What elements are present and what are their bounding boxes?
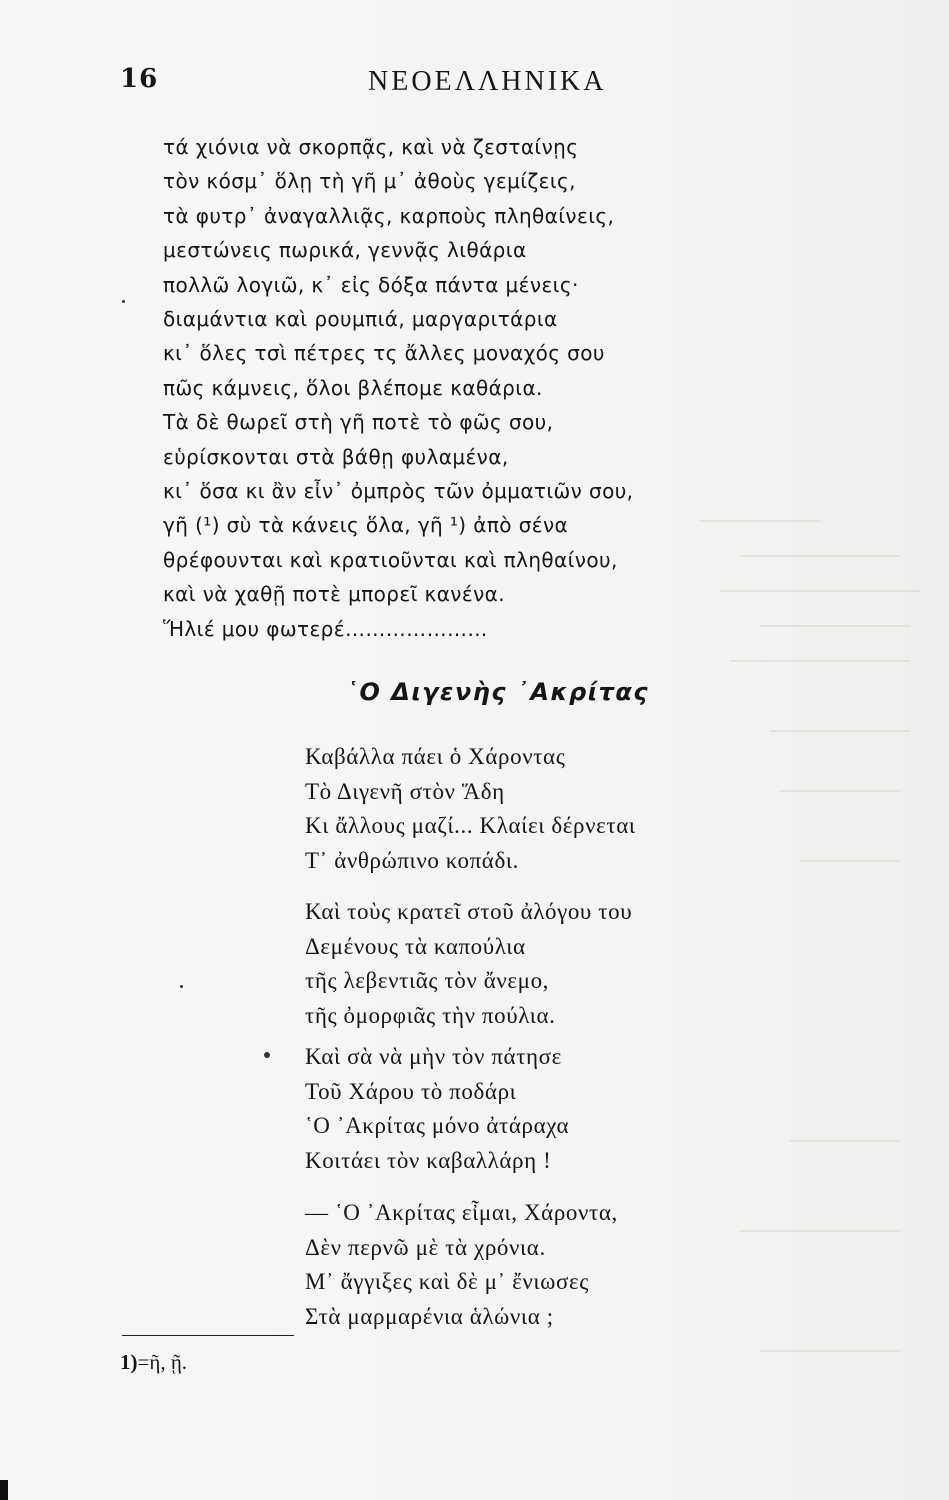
prose-passage	[163, 130, 723, 646]
footnote-text: =ῆ, ῇ.	[137, 1350, 188, 1374]
bleed-through-mark	[740, 555, 900, 557]
verse-line: Κι ἄλλους μαζί... Κλαίει δέρνεται	[305, 813, 636, 838]
ink-speck	[122, 300, 125, 303]
prose-line: κι᾽ ὅλες τσὶ πέτρες τς ἄλλες μοναχός σου	[163, 341, 605, 366]
prose-line: θρέφουνται καὶ κρατιοῦνται καὶ πληθαίνου,	[163, 547, 618, 572]
page-number: 16	[120, 64, 159, 94]
footnote-marker: 1)	[120, 1350, 138, 1374]
poem-stanza-1	[305, 740, 725, 878]
bleed-through-mark	[790, 1140, 900, 1142]
prose-line: τὰ φυτρ᾽ ἀναγαλλιᾷς, καρποὺς πληθαίνεις,	[163, 203, 615, 228]
bleed-through-mark	[780, 790, 900, 792]
ink-speck	[180, 985, 183, 988]
bleed-through-mark	[740, 1230, 900, 1232]
verse-line: Δὲν περνῶ μὲ τὰ χρόνια.	[305, 1234, 546, 1260]
verse-line: Καὶ σὰ νὰ μὴν τὸν πάτησε	[305, 1044, 562, 1069]
verse-line: τῆς ὀμορφιᾶς τὴν πούλια.	[305, 1002, 556, 1028]
verse-line: — ῾Ο ᾿Ακρίτας εἶμαι, Χάροντα,	[305, 1200, 618, 1225]
poem-stanza-2	[305, 895, 725, 1033]
ink-speck	[264, 1052, 270, 1058]
prose-line: τά χιόνια νὰ σκορπᾷς, καὶ νὰ ζεσταίνῃς	[163, 135, 579, 159]
verse-line: Μ᾽ ἄγγιξες καὶ δὲ μ᾽ ἔνιωσες	[305, 1269, 589, 1294]
bleed-through-mark	[720, 590, 920, 592]
page-header	[0, 64, 949, 104]
prose-line: μεστώνεις πωρικά, γεννᾷς λιθάρια	[163, 238, 527, 263]
verse-line: Καὶ τοὺς κρατεῖ στοῦ ἀλόγου του	[305, 899, 633, 924]
verse-line: Καβάλλα πάει ὁ Χάροντας	[305, 744, 566, 769]
scan-edge-mark	[0, 1480, 8, 1500]
bleed-through-mark	[770, 730, 910, 732]
poem-title: ῾Ο Διγενὴς ᾿Ακρίτας	[346, 678, 650, 706]
verse-line: Κοιτάει τὸν καβαλλάρη !	[305, 1147, 552, 1173]
bleed-through-mark	[730, 660, 910, 662]
verse-line: Τὸ Διγενῆ στὸν Ἅδη	[305, 778, 505, 804]
prose-line: γῆ (¹) σὺ τὰ κάνεις ὅλα, γῆ ¹) ἀπὸ σένα	[163, 513, 569, 538]
prose-line: Τὰ δὲ θωρεῖ στὴ γῆ ποτὲ τὸ φῶς σου,	[163, 410, 554, 435]
verse-line: Δεμένους τὰ καπούλια	[305, 933, 526, 959]
footnote	[120, 1350, 187, 1375]
prose-line: εὑρίσκονται στὰ βάθῃ φυλαμένα,	[163, 444, 509, 469]
verse-line: ῾Ο ᾿Ακρίτας μόνο ἀτάραχα	[305, 1113, 570, 1138]
bleed-through-mark	[800, 860, 900, 862]
prose-line: τὸν κόσμ᾽ ὅλῃ τὴ γῆ μ᾽ ἀθοὺς γεμίζεις,	[163, 169, 576, 194]
poem-stanza-4	[305, 1196, 725, 1334]
prose-line: πολλῶ λογιῶ, κ᾽ εἰς δόξα πάντα μένεις·	[163, 272, 579, 297]
prose-line: καὶ νὰ χαθῇ ποτὲ μπορεῖ κανένα.	[163, 582, 505, 607]
verse-line: τῆς λεβεντιᾶς τὸν ἄνεμο,	[305, 968, 550, 993]
verse-line: Τ᾽ ἀνθρώπινο κοπάδι.	[305, 847, 520, 873]
prose-line: πῶς κάμνεις, ὅλοι βλέπομε καθάρια.	[163, 375, 543, 400]
prose-line: κι᾽ ὅσα κι ἂν εἶν᾽ ὀμπρὸς τῶν ὀμματιῶν σου,	[163, 479, 634, 504]
poem-stanza-3	[305, 1040, 725, 1178]
prose-line: διαμάντια καὶ ρουμπιά, μαργαριτάρια	[163, 307, 558, 332]
running-title: ΝΕΟΕΛΛΗΝΙΚΑ	[368, 66, 607, 97]
verse-line: Στὰ μαρμαρένια ἁλώνια ;	[305, 1303, 554, 1329]
prose-line: Ἥλιέ μου φωτερέ…………………	[163, 616, 488, 641]
bleed-through-mark	[760, 1350, 900, 1352]
bleed-through-mark	[760, 625, 910, 627]
verse-line: Τοῦ Χάρου τὸ ποδάρι	[305, 1078, 517, 1104]
footnote-divider	[122, 1335, 294, 1336]
